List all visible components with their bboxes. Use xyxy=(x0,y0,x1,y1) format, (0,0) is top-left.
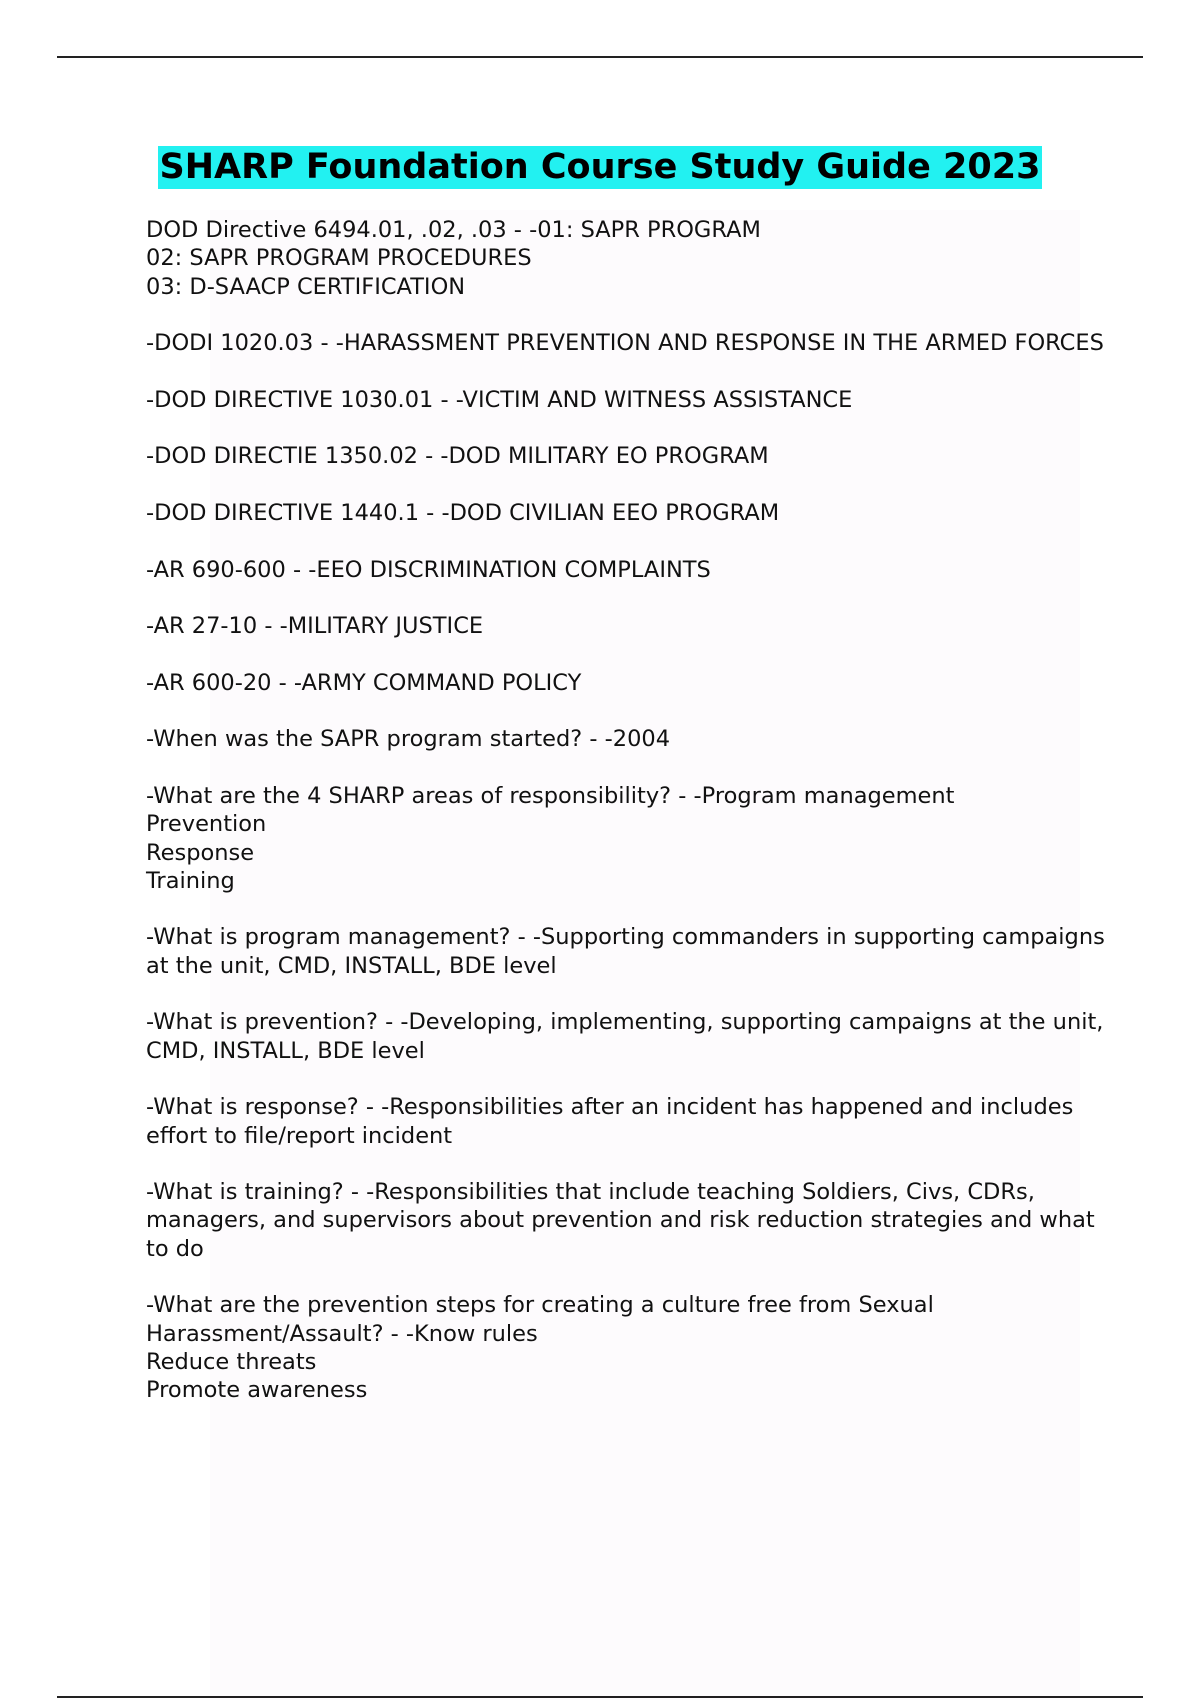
entry-sharp-areas: -What are the 4 SHARP areas of responsibility? - -Program management Prevention Response Training xyxy=(146,782,955,894)
entry-response: -What is response? - -Responsibilities after an incident has happened and includes effort to file/report incident xyxy=(146,1094,1074,1149)
page-title: SHARP Foundation Course Study Guide 2023 xyxy=(159,147,1041,187)
study-guide-content xyxy=(146,216,1106,1433)
entry-dodi-1020: -DODI 1020.03 - -HARASSMENT PREVENTION AND RESPONSE IN THE ARMED FORCES xyxy=(146,330,1104,357)
entry-dod-directive-1030: -DOD DIRECTIVE 1030.01 - -VICTIM AND WITNESS ASSISTANCE xyxy=(146,386,853,413)
entry-program-management: -What is program management? - -Supporting commanders in supporting campaigns at the unit, CMD, INSTALL, BDE level xyxy=(146,924,1105,979)
top-divider xyxy=(57,56,1143,58)
entry-dod-directive-1440: -DOD DIRECTIVE 1440.1 - -DOD CIVILIAN EEO PROGRAM xyxy=(146,499,780,526)
entry-ar-690-600: -AR 690-600 - -EEO DISCRIMINATION COMPLAINTS xyxy=(146,556,711,583)
entry-ar-600-20: -AR 600-20 - -ARMY COMMAND POLICY xyxy=(146,669,582,696)
entry-dod-directive-6494: DOD Directive 6494.01, .02, .03 - -01: SAPR PROGRAM 02: SAPR PROGRAM PROCEDURES 03: D-SAACP CERTIFICATION xyxy=(146,217,761,300)
entry-sapr-start: -When was the SAPR program started? - -2004 xyxy=(146,726,671,753)
entry-prevention: -What is prevention? - -Developing, implementing, supporting campaigns at the unit, CMD, INSTALL, BDE level xyxy=(146,1009,1104,1064)
entry-ar-27-10: -AR 27-10 - -MILITARY JUSTICE xyxy=(146,613,484,640)
entry-dod-directive-1350: -DOD DIRECTIE 1350.02 - -DOD MILITARY EO PROGRAM xyxy=(146,443,769,470)
bottom-divider xyxy=(57,1696,1143,1698)
entry-prevention-steps: -What are the prevention steps for creating a culture free from Sexual Harassment/Assault? - -Know rules Reduce threats Promote awareness xyxy=(146,1292,934,1404)
entry-training: -What is training? - -Responsibilities that include teaching Soldiers, Civs, CDRs, managers, and supervisors about prevention and risk reduction strategies and what to do xyxy=(146,1179,1095,1262)
title-container xyxy=(0,146,1200,189)
